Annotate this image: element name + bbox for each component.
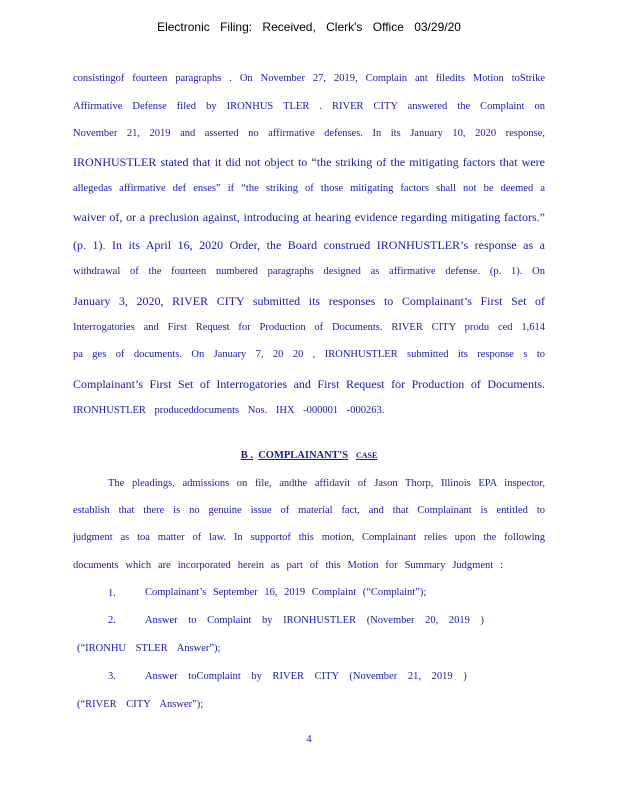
body-line: Affirmative Defense filed by IRONHUS TLER . RIVER CITY answered the Complaint on (73, 101, 545, 112)
efiling-header: Electronic Filing: Received, Clerk's Office 03/29/20 (157, 20, 461, 34)
list-item: Complainant’s September 16, 2019 Complaint (“Complaint”); (145, 587, 427, 598)
body-line: withdrawal of the fourteen numbered paragraphs designed as affirmative defense. (p. 1). On (73, 266, 545, 277)
section-title: COMPLAINANT’S (258, 450, 349, 461)
body-line: documents which are incorporated herein as part of this Motion for Summary Judgment : (73, 560, 503, 571)
body-line: The pleadings, admissions on file, andthe affidavit of Jason Thorp, Illinois EPA inspector, (108, 478, 545, 489)
list-item-number: 3. (108, 671, 116, 682)
body-line: pa ges of documents. On January 7, 20 20 , IRONHUSTLER submitted its response s to (73, 349, 545, 360)
body-line: allegedas affirmative def enses” if “the striking of those mitigating factors shall not be deemed a (73, 183, 545, 194)
body-line: Complainant’s First Set of Interrogatories and First Request for Production of Documents. (73, 377, 545, 391)
section-prefix: B . (240, 450, 253, 461)
body-line: Interrogatories and First Request for Production of Documents. RIVER CITY produ ced 1,614 (73, 322, 545, 333)
list-item-continuation: (“RIVER CITY Answer”); (77, 699, 204, 710)
body-line: January 3, 2020, RIVER CITY submitted its responses to Complainant’s First Set of (73, 294, 545, 308)
body-line: consistingof fourteen paragraphs . On November 27, 2019, Complain ant filedits Motion toStrike (73, 73, 545, 84)
list-item-number: 1. (108, 588, 116, 599)
list-item-continuation: (“IRONHU STLER Answer”); (77, 643, 221, 654)
list-item-number: 2. (108, 615, 116, 626)
body-line: (p. 1). In its April 16, 2020 Order, the Board construed IRONHUSTLER’s response as a (73, 238, 545, 252)
body-line: judgment as toa matter of law. In supportof this motion, Complainant relies upon the following (73, 532, 545, 543)
page-number: 4 (306, 733, 312, 745)
body-line: establish that there is no genuine issue of material fact, and that Complainant is entitled to (73, 505, 545, 516)
body-line: November 21, 2019 and asserted no affirmative defenses. In its January 10, 2020 response, (73, 128, 545, 139)
body-line: IRONHUSTLER stated that it did not object to “the striking of the mitigating factors that were (73, 155, 545, 169)
list-item: Answer toComplaint by RIVER CITY (November 21, 2019 ) (145, 671, 467, 682)
body-line: waiver of, or a preclusion against, introducing at hearing evidence regarding mitigating factors.” (73, 210, 545, 224)
section-heading (0, 450, 618, 461)
body-line: IRONHUSTLER produceddocuments Nos. IHX -000001 -000263. (73, 405, 385, 416)
list-item: Answer to Complaint by IRONHUSTLER (November 20, 2019 ) (145, 615, 485, 626)
section-suffix: CASE (355, 451, 378, 460)
